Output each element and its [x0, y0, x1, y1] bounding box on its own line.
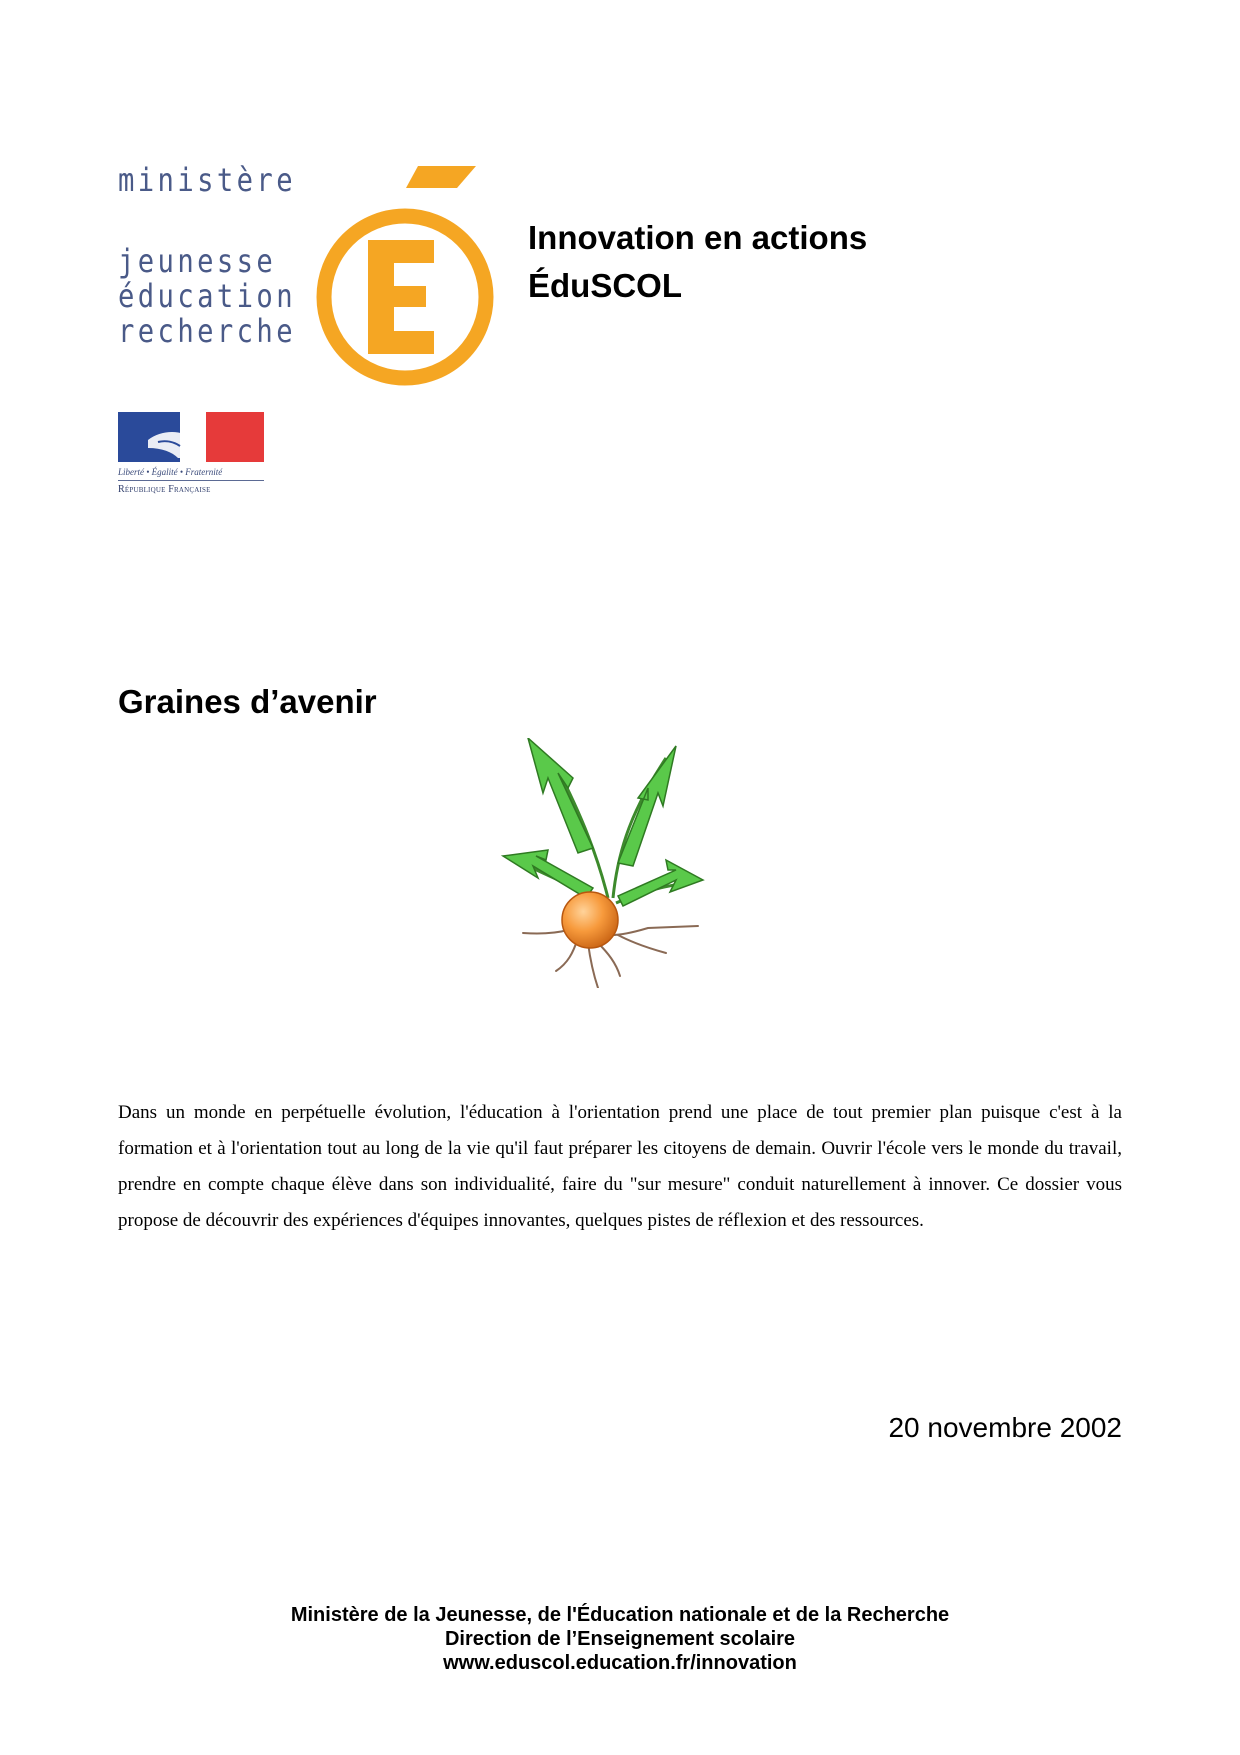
- republique-francaise-flag-icon: [118, 412, 264, 462]
- footer: [0, 1603, 1240, 1675]
- header-title-line2: ÉduSCOL: [528, 267, 682, 304]
- footer-direction: Direction de l’Enseignement scolaire: [444, 1628, 796, 1650]
- intro-paragraph: Dans un monde en perpétuelle évolution, l'éducation à l'orientation prend une place de tout premier plan puisque c'est à la formation et à l'orientation tout au long de la vie qu'il faut préparer les citoyens de demain. Ouvrir l'école vers le monde du travail, prendre en compte chaque élève dans son individualité, faire du "sur mesure" conduit naturellement à innover. Ce dossier vous propose de découvrir des expériences d'équipes innovantes, quelques pistes de réflexion et des ressources.: [118, 1102, 1122, 1231]
- logo-divider: [118, 480, 264, 481]
- footer-website-link[interactable]: www.eduscol.education.fr/innovation: [443, 1652, 797, 1674]
- ministry-logo: [118, 160, 418, 520]
- header-title: [528, 214, 867, 310]
- logo-word-jeunesse: jeunesse: [118, 242, 277, 280]
- republic-name: République Française: [118, 484, 211, 495]
- header-title-line1: Innovation en actions: [528, 219, 868, 256]
- logo-word-ministere: ministère: [118, 161, 296, 199]
- republic-motto: Liberté • Égalité • Fraternité: [118, 467, 223, 477]
- logo-word-education: éducation: [118, 277, 296, 315]
- sprouting-seed-icon: [498, 738, 708, 988]
- logo-word-recherche: recherche: [118, 312, 296, 350]
- document-title: Graines d’avenir: [118, 683, 377, 720]
- document-date: 20 novembre 2002: [888, 1412, 1122, 1443]
- footer-ministry: Ministère de la Jeunesse, de l'Éducation nationale et de la Recherche: [290, 1604, 950, 1626]
